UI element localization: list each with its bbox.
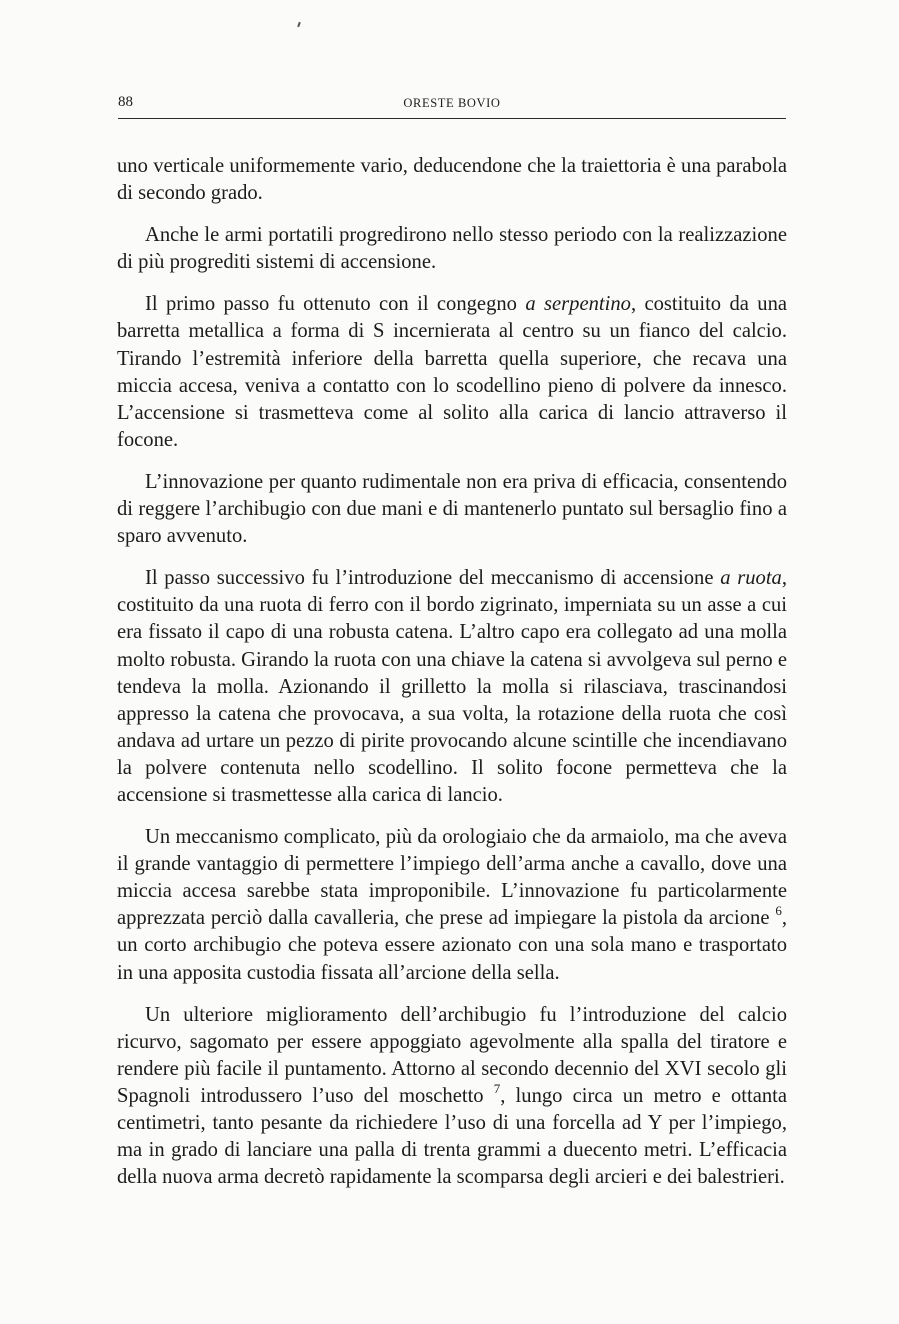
italic-term: a ruota [720,567,782,590]
paragraph-3 [117,291,787,454]
paragraph-4 [117,469,787,550]
text-run: , lungo circa un metro e ottanta centimetri, tanto pesante da richiedere l’uso di una forcella ad Y per l’impiego, ma in grado di lanciare una palla di trenta grammi a duecento metri. L’efficacia della nuova arma decretò rapidamente la scomparsa degli arcieri e dei balestrieri. [117,1084,787,1189]
text-run: Anche le armi portatili progredirono nello stesso periodo con la realizzazione di più progrediti sistemi di accensione. [117,224,787,274]
text-run: , costituito da una ruota di ferro con il bordo zigrinato, imperniata su un asse a cui era fissato il capo di una robusta catena. L’altro capo era collegato ad una molla molto robusta. Girando la ruota con una chiave la catena si avvolgeva sul perno e tendeva la molla. Azionando il grilletto la molla si rilasciava, trascinandosi appresso la catena che provocava, a sua volta, la rotazione della ruota che così andava ad urtare un pezzo di pirite provocando alcune scintille che incendiavano la polvere contenuta nello scodellino. Il solito focone permetteva che la accensione si trasmettesse alla carica di lancio. [117,567,787,806]
text-run: , costituito da una barretta metallica a forma di S incernierata al centro su un fianco del calcio. Tirando l’estremità inferiore della barretta quella superiore, che recava una miccia accesa, veniva a contatto con lo scodellino pieno di polvere da innesco. L’accensione si trasmetteva come al solito alla carica di lancio attraverso il focone. [117,293,788,451]
text-run: Un meccanismo complicato, più da orologiaio che da armaiolo, ma che aveva il grande vantaggio di permettere l’impiego dell’arma anche a cavallo, dove una miccia accesa sarebbe stata improponibile. L’innovazione fu particolarmente apprezzata perciò dalla cavalleria, che prese ad impiegare la pistola da arcione [117,826,787,930]
ink-speck [297,22,301,27]
paragraph-7 [117,1002,787,1192]
footnote-marker: 7 [493,1080,501,1096]
footnote-marker: 6 [775,903,782,919]
text-run: Il passo successivo fu l’introduzione del meccanismo di accensione [145,567,721,590]
text-run: uno verticale uniformemente vario, deducendone che la traiettoria è una parabola di secondo grado. [117,155,787,205]
running-head: ORESTE BOVIO [403,96,501,110]
paragraph-5 [117,565,787,809]
page-header [118,92,786,119]
text-run: Un ulteriore miglioramento dell’archibugio fu l’introduzione del calcio ricurvo, sagomato per essere appoggiato agevolmente alla spalla del tiratore e rendere più facile il puntamento. Attorno al secondo decennio del XVI secolo gli Spagnoli introdussero l’uso del moschetto [117,1003,787,1107]
paragraph-6 [117,824,787,987]
body-text [117,153,787,1206]
text-run: Il primo passo fu ottenuto con il congegno [145,293,526,316]
text-run: , un corto archibugio che poteva essere azionato con una sola mano e trasportato in una apposita custodia fissata all’arcione della sella. [117,907,787,984]
page-number: 88 [118,94,133,110]
paragraph-2 [117,222,787,276]
paragraph-1 [117,153,787,207]
text-run: L’innovazione per quanto rudimentale non era priva di efficacia, consentendo di reggere l’archibugio con due mani e di mantenerlo puntato sul bersaglio fino a sparo avvenuto. [117,470,787,548]
italic-term: a serpentino [525,293,631,316]
